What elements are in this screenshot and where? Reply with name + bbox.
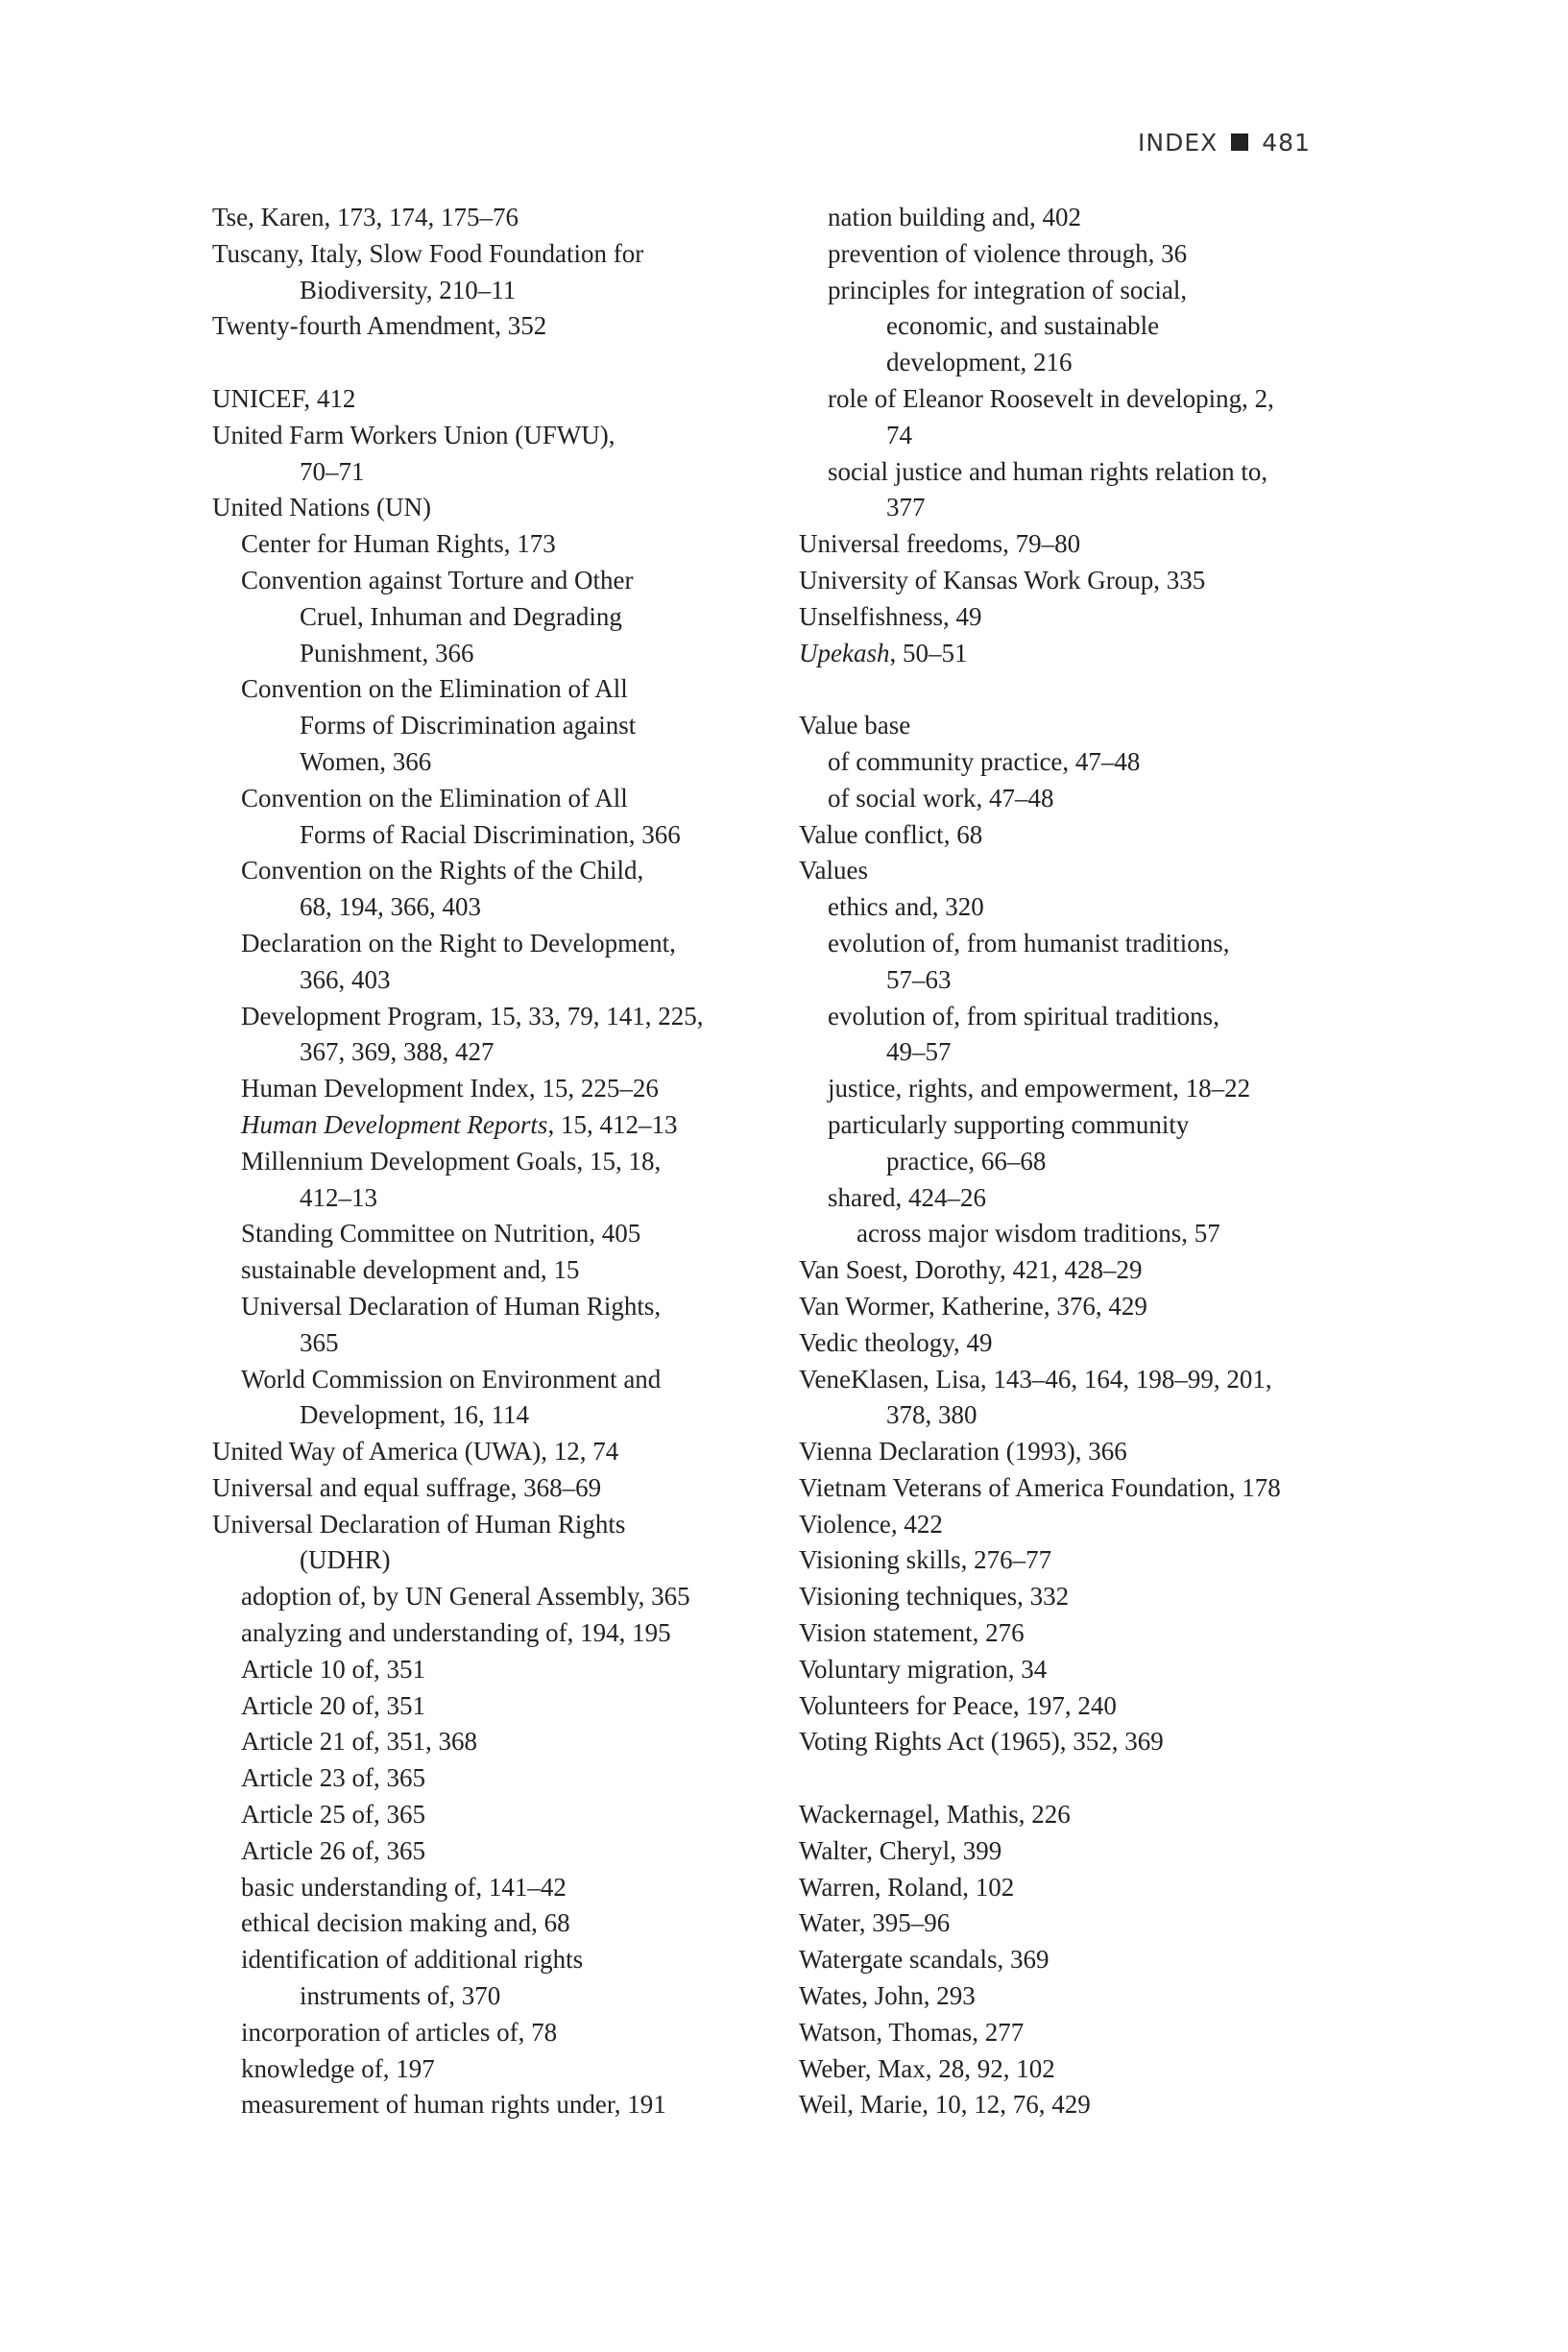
index-subentry: Biodiversity, 210–11 (300, 275, 517, 304)
index-entry: Universal freedoms, 79–80 (799, 529, 1081, 559)
index-entry (799, 636, 1413, 672)
index-entry: Wackernagel, Mathis, 226 (799, 1800, 1071, 1830)
index-entry: Values (799, 856, 868, 885)
entry-pages: , 15, 412–13 (547, 1109, 678, 1139)
index-subentry: of social work, 47–48 (828, 783, 1054, 812)
index-subentry: evolution of, from humanist traditions, (828, 928, 1230, 958)
square-bullet-icon (1231, 133, 1248, 151)
index-subentry: Forms of Racial Discrimination, 366 (300, 819, 681, 849)
index-subentry: justice, rights, and empowerment, 18–22 (828, 1074, 1251, 1103)
index-subentry: prevention of violence through, 36 (828, 238, 1188, 268)
index-entry: Value base (799, 711, 911, 740)
index-entry: Unselfishness, 49 (799, 601, 982, 631)
index-subentry: 378, 380 (886, 1400, 977, 1430)
index-subentry: Article 26 of, 365 (241, 1835, 425, 1865)
index-entry: Tuscany, Italy, Slow Food Foundation for (212, 238, 644, 268)
index-subentry: evolution of, from spiritual traditions, (828, 1001, 1219, 1031)
index-subentry: Cruel, Inhuman and Degrading (300, 601, 622, 631)
index-subentry: Millennium Development Goals, 15, 18, (241, 1146, 662, 1176)
index-entry: Van Soest, Dorothy, 421, 428–29 (799, 1255, 1143, 1285)
index-entry: Tse, Karen, 173, 174, 175–76 (212, 203, 519, 231)
page-number: 481 (1262, 128, 1311, 157)
index-subentry: identification of additional rights (241, 1945, 584, 1975)
index-subentry: particularly supporting community (828, 1109, 1190, 1139)
index-subentry: 74 (886, 420, 912, 449)
index-entry: Watergate scandals, 369 (799, 1945, 1049, 1975)
index-entry: Vietnam Veterans of America Foundation, 178 (799, 1472, 1281, 1502)
index-subentry: 365 (300, 1327, 339, 1357)
index-subentry: Convention on the Elimination of All (241, 783, 628, 812)
index-entry: Water, 395–96 (799, 1908, 951, 1938)
index-subentry: Development, 16, 114 (300, 1400, 529, 1430)
index-subentry: 49–57 (886, 1037, 952, 1067)
index-subentry: Article 25 of, 365 (241, 1800, 425, 1830)
index-subentry: Forms of Discrimination against (300, 711, 637, 740)
index-subentry: instruments of, 370 (300, 1981, 501, 2011)
letter-group-spacer (799, 1760, 1413, 1797)
index-entry: United Way of America (UWA), 12, 74 (212, 1437, 619, 1467)
index-subentry: sustainable development and, 15 (241, 1255, 580, 1285)
index-entry: Warren, Roland, 102 (799, 1872, 1015, 1902)
index-subentry: Human Development Index, 15, 225–26 (241, 1074, 659, 1103)
index-subentry: principles for integration of social, (828, 275, 1188, 304)
index-entry: Violence, 422 (799, 1509, 943, 1539)
letter-group-spacer (212, 345, 827, 381)
index-subentry: practice, 66–68 (886, 1146, 1047, 1176)
index-subentry: across major wisdom traditions, 57 (856, 1219, 1220, 1249)
index-entry: Universal Declaration of Human Rights (212, 1509, 626, 1539)
index-entry: Vision statement, 276 (799, 1618, 1025, 1648)
index-subentry: Standing Committee on Nutrition, 405 (241, 1219, 641, 1249)
index-entry: Volunteers for Peace, 197, 240 (799, 1690, 1117, 1720)
index-subentry: Article 21 of, 351, 368 (241, 1727, 477, 1757)
index-subentry: Convention on the Elimination of All (241, 674, 628, 704)
index-entry: Wates, John, 293 (799, 1981, 976, 2011)
index-subentry: 68, 194, 366, 403 (300, 892, 481, 922)
section-title: INDEX (1138, 128, 1218, 157)
index-subentry: Women, 366 (300, 746, 432, 776)
index-entry: University of Kansas Work Group, 335 (799, 565, 1206, 594)
index-column-right (799, 200, 1413, 2123)
index-entry: Visioning techniques, 332 (799, 1582, 1070, 1612)
running-header (1138, 123, 1368, 161)
index-entry: Van Wormer, Katherine, 376, 429 (799, 1291, 1147, 1321)
index-subentry: shared, 424–26 (828, 1182, 986, 1212)
index-subentry: Article 23 of, 365 (241, 1763, 425, 1793)
index-subentry: ethical decision making and, 68 (241, 1908, 570, 1938)
index-subentry: World Commission on Environment and (241, 1364, 662, 1394)
index-subentry: 377 (886, 493, 926, 522)
index-entry: Vienna Declaration (1993), 366 (799, 1437, 1127, 1467)
index-subentry: analyzing and understanding of, 194, 195 (241, 1618, 671, 1648)
index-subentry: economic, and sustainable (886, 311, 1160, 341)
index-subentry: development, 216 (886, 348, 1073, 377)
index-subentry: Convention against Torture and Other (241, 565, 634, 594)
index-entry: Voting Rights Act (1965), 352, 369 (799, 1727, 1164, 1757)
letter-group-spacer (799, 671, 1413, 708)
index-entry: Visioning skills, 276–77 (799, 1545, 1052, 1575)
index-subentry: Article 10 of, 351 (241, 1654, 425, 1684)
index-subentry: 412–13 (300, 1182, 377, 1212)
entry-italic-title: Upekash (799, 638, 890, 667)
index-subentry: Universal Declaration of Human Rights, (241, 1291, 662, 1321)
index-entry: Weil, Marie, 10, 12, 76, 429 (799, 2090, 1091, 2120)
index-subentry: basic understanding of, 141–42 (241, 1872, 567, 1902)
index-subentry: nation building and, 402 (828, 203, 1081, 231)
index-subentry (212, 1107, 827, 1144)
index-subentry: of community practice, 47–48 (828, 746, 1141, 776)
index-entry: VeneKlasen, Lisa, 143–46, 164, 198–99, 201, (799, 1364, 1272, 1394)
index-subentry: Declaration on the Right to Development, (241, 928, 676, 958)
index-column-left (212, 200, 827, 2123)
index-subentry: ethics and, 320 (828, 892, 984, 922)
index-entry: Twenty-fourth Amendment, 352 (212, 311, 547, 341)
index-entry: Vedic theology, 49 (799, 1327, 993, 1357)
entry-italic-title: Human Development Reports (241, 1109, 548, 1139)
index-entry: Universal and equal suffrage, 368–69 (212, 1472, 602, 1502)
index-subentry: 367, 369, 388, 427 (300, 1037, 495, 1067)
index-subentry: Article 20 of, 351 (241, 1690, 425, 1720)
index-subentry: role of Eleanor Roosevelt in developing, 2, (828, 383, 1274, 413)
entry-pages: , 50–51 (889, 638, 968, 667)
index-subentry: 57–63 (886, 964, 952, 994)
index-entry: Value conflict, 68 (799, 819, 983, 849)
index-entry: Weber, Max, 28, 92, 102 (799, 2053, 1055, 2083)
index-entry: Walter, Cheryl, 399 (799, 1835, 1002, 1865)
index-subentry: Convention on the Rights of the Child, (241, 856, 644, 885)
index-subentry: Punishment, 366 (300, 638, 474, 667)
index-entry: United Farm Workers Union (UFWU), (212, 420, 615, 449)
index-entry: UNICEF, 412 (212, 383, 356, 413)
index-subentry: social justice and human rights relation to, (828, 456, 1268, 486)
index-subentry: (UDHR) (300, 1545, 391, 1575)
index-subentry: adoption of, by UN General Assembly, 365 (241, 1582, 690, 1612)
index-subentry: Center for Human Rights, 173 (241, 529, 556, 559)
index-subentry: incorporation of articles of, 78 (241, 2017, 558, 2047)
index-subentry: 366, 403 (300, 964, 391, 994)
index-entry: Voluntary migration, 34 (799, 1654, 1048, 1684)
index-subentry: knowledge of, 197 (241, 2053, 435, 2083)
index-entry: Watson, Thomas, 277 (799, 2017, 1025, 2047)
index-entry: United Nations (UN) (212, 493, 431, 522)
index-subentry: 70–71 (300, 456, 365, 486)
index-subentry: Development Program, 15, 33, 79, 141, 225, (241, 1001, 704, 1031)
index-subentry: measurement of human rights under, 191 (241, 2090, 666, 2120)
